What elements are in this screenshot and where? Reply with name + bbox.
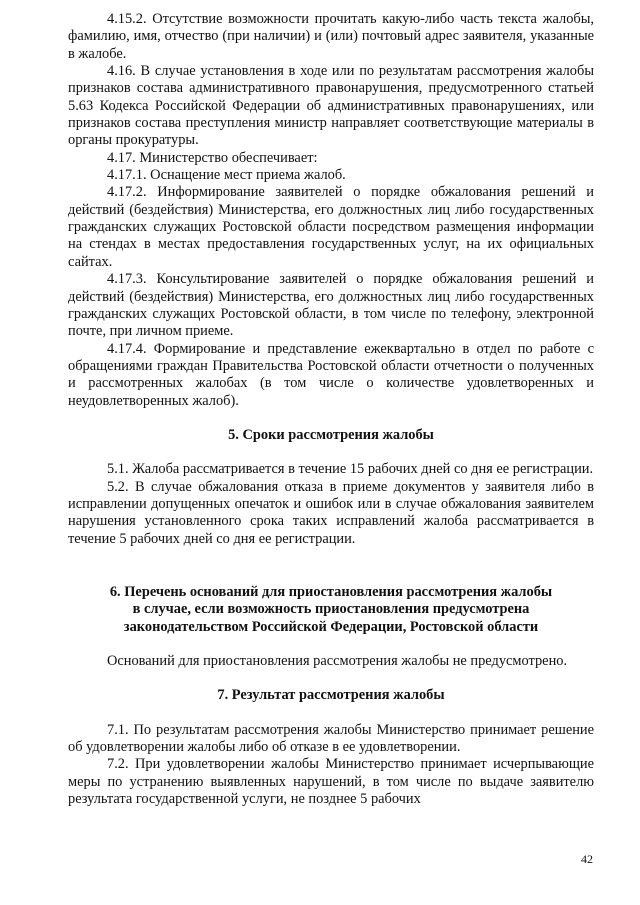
page-number: 42 — [581, 852, 593, 866]
spacer — [68, 410, 594, 427]
spacer — [68, 548, 594, 584]
section-7-heading: 7. Результат рассмотрения жалобы — [217, 687, 445, 704]
spacer — [68, 705, 594, 722]
paragraph-4-15-2: 4.15.2. Отсутствие возможности прочитать какую-либо часть текста жалобы, фамилию, имя, отчество (при наличии) и (или) почтовый адрес заявителя, указанные в жалобе. — [68, 11, 594, 62]
section-6-heading-line-3: законодательством Российской Федерации, Ростовской области — [123, 618, 539, 635]
paragraph-4-17: 4.17. Министерство обеспечивает: — [107, 149, 318, 166]
spacer — [68, 670, 594, 687]
paragraph-7-2: 7.2. При удовлетворении жалобы Министерство принимает исчерпывающие меры по устранению выявленных нарушений, в том числе по выдаче заявителю результата государственной услуги, не позднее 5 рабочих — [68, 756, 594, 808]
paragraph-4-17-2: 4.17.2. Информирование заявителей о порядке обжалования решений и действий (бездействия) Министерства, его должностных лиц либо государственных гражданских служащих Ростовской области посредством размещения информации на стендах в местах предоставления государственных услуг, на их официальных сайтах. — [68, 184, 594, 270]
paragraph-5-2: 5.2. В случае обжалования отказа в приеме документов у заявителя либо в исправлении допущенных опечаток и ошибок или в случае обжалования заявителем нарушения установленного срока таких исправлений жалоба рассматривается в течение 5 рабочих дней со дня ее регистрации. — [68, 478, 594, 547]
paragraph-6-body: Оснований для приостановления рассмотрения жалобы не предусмотрено. — [107, 653, 568, 669]
paragraph-4-16: 4.16. В случае установления в ходе или по результатам рассмотрения жалобы признаков состава административного правонарушения, предусмотренного статьей 5.63 Кодекса Российской Федерации об административных правонарушениях, или признаков состава преступления министр направляет соответствующие материалы в органы прокуратуры. — [68, 63, 594, 149]
section-5-heading: 5. Сроки рассмотрения жалобы — [228, 426, 434, 443]
paragraph-5-1: 5.1. Жалоба рассматривается в течение 15 рабочих дней со дня ее регистрации. — [107, 461, 594, 478]
paragraph-4-17-3: 4.17.3. Консультирование заявителей о порядке обжалования решений и действий (бездействия) Министерства, его должностных лиц либо государственных гражданских служащих Ростовской области, в том числе по телефону, электронной почте, при личном приеме. — [68, 271, 594, 340]
spacer — [68, 636, 594, 653]
section-6-heading-line-1: 6. Перечень оснований для приостановления рассмотрения жалобы — [109, 583, 553, 600]
spacer — [68, 444, 594, 461]
paragraph-7-1: 7.1. По результатам рассмотрения жалобы Министерство принимает решение об удовлетворении жалобы либо об отказе в ее удовлетворении. — [68, 721, 594, 756]
paragraph-4-17-4: 4.17.4. Формирование и представление ежеквартально в отдел по работе с обращениями граждан Правительства Ростовской области отчетности о полученных и рассмотренных жалобах (в том числе о количестве удовлетворенных и неудовлетворенных жалоб). — [68, 340, 594, 409]
document-page — [68, 11, 594, 808]
paragraph-4-17-1: 4.17.1. Оснащение мест приема жалоб. — [107, 167, 346, 184]
section-6-heading-line-2: в случае, если возможность приостановления предусмотрена — [132, 601, 530, 618]
